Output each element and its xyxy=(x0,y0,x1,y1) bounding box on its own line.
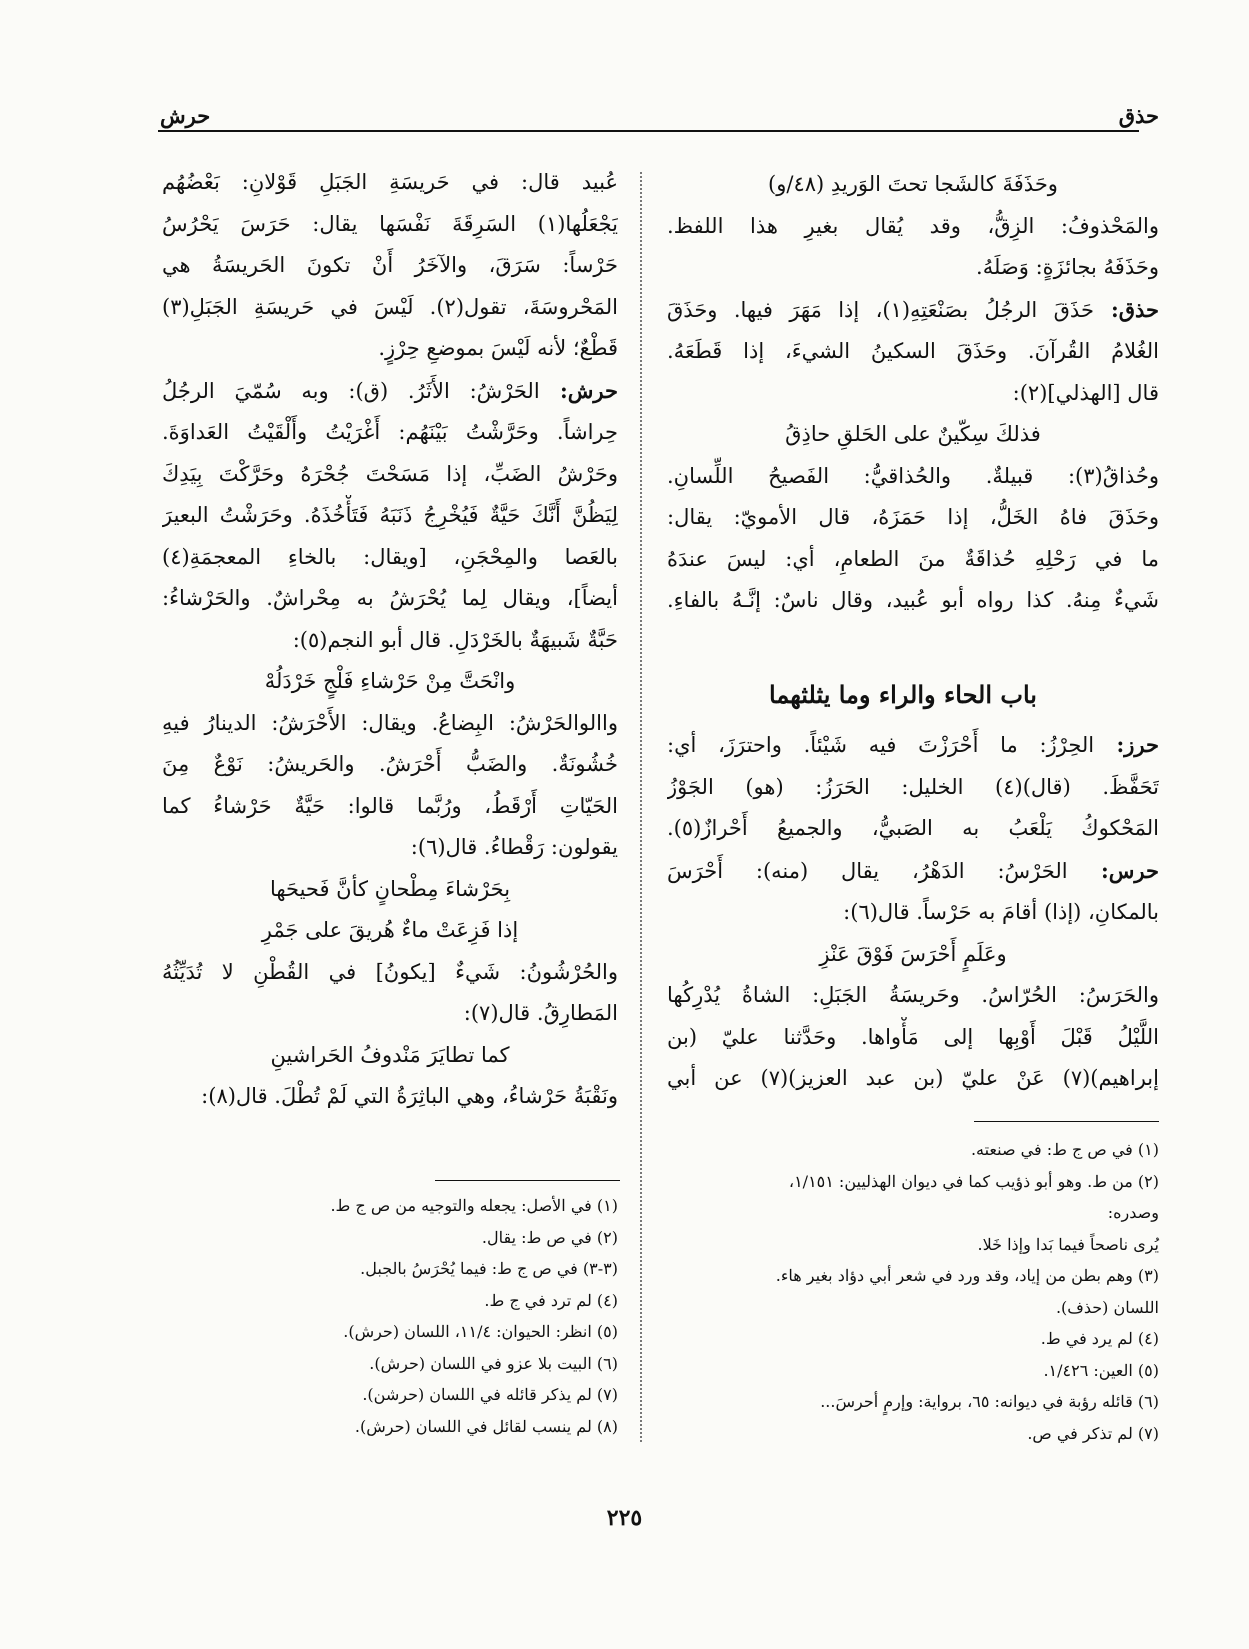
line-text: حِراشاً. وحَرَّشْتُ بَيْنَهُم: أَغْرَيْتُ وأَلْقَيْتُ العَداوَةَ. xyxy=(162,420,618,444)
entry-headword: حرش: xyxy=(539,377,618,403)
footnote: (١) في ص ج ط: في صنعته. xyxy=(970,1140,1159,1159)
page-number: ٢٢٥ xyxy=(606,1505,643,1531)
line-text: أيضاً]، ويقال لِما يُحْرَشُ به مِحْراشٌ. والحَرْشاءُ: xyxy=(162,586,618,610)
line-text: الغُلامُ القُرآنَ. وحَذَقَ السكينُ الشيءَ، إذا قَطَعَهُ. xyxy=(667,339,1159,363)
line-text: والحُرْشُونُ: شَيءٌ [يكونُ] في القُطْنِ لا تُدَيِّثُهُ xyxy=(162,959,618,984)
right-line xyxy=(667,497,1159,539)
footnotes-left xyxy=(162,1190,618,1442)
footnote: (٨) لم ينسب لقائل في اللسان (حرش). xyxy=(354,1416,618,1436)
line-text: بِحَرْشاءَ مِطْحانٍ كأنَّ فَحيحَها xyxy=(269,876,511,901)
line-text: قال [الهذلي](٢): xyxy=(1012,380,1159,405)
footnote: (١) في الأصل: يجعله والتوجيه من ص ج ط. xyxy=(330,1196,618,1215)
line-text: والمَحْذوفُ: الزِقُّ، وقد يُقال بغيرِ هذا اللفظ. xyxy=(667,213,1159,238)
line-text: وحَذَفَةَ كالشَجا تحتَ الوَريدِ (٤٨/و) xyxy=(768,172,1058,196)
line-text: الحَيّاتِ أَرْقَطُ، ورُبَّما قالوا: حَيَّةٌ حَرْشاءُ كما xyxy=(162,793,618,818)
line-text: المَحْكوكُ يَلْعَبُ به الصَبيُّ، والجميعُ أَحْرازٌ(٥). xyxy=(667,816,1159,840)
footnotes-right xyxy=(667,1134,1159,1449)
line-text: عُبيد قال: في حَريسَةِ الجَبَلِ قَوْلانِ: بَعْضُهُم xyxy=(162,170,618,194)
line-text: وحَرْشُ الضَبِّ، إذا مَسَحْتَ جُحْرَهُ وحَرَّكْتَ بِيَدِكَ xyxy=(162,461,618,486)
right-line xyxy=(667,767,1159,809)
left-line xyxy=(162,620,618,662)
left-line xyxy=(162,993,618,1035)
line-text: الحِرْزُ: ما أَحْرَزْتَ فيه شَيْئاً. واحترَزَ، أي: xyxy=(667,733,1095,757)
footnote: (٢) من ط. وهو أبو ذؤيب كما في ديوان الهذليين: ١/١٥١، xyxy=(788,1171,1159,1191)
line-text: يقولون: رَقْطاءُ. قال(٦): xyxy=(410,835,618,859)
left-line xyxy=(162,370,618,413)
running-head-left: حرش xyxy=(160,103,211,128)
line-text: بالمكانِ، (إذا) أقامَ به حَرْساً. قال(٦): xyxy=(843,900,1159,924)
line-text: اللَّيْلُ قَبْلَ أَوْبِها إلى مَأْواها. وحَدَّثنا عليّ (بن xyxy=(667,1024,1159,1049)
left-line xyxy=(162,454,618,496)
right-line xyxy=(667,1017,1159,1059)
left-line xyxy=(162,703,618,745)
right-line xyxy=(667,934,1159,976)
right-line xyxy=(667,724,1159,767)
line-text: حَرْساً: سَرَقَ، والآخَرُ أَنْ تكونَ الحَريسَةُ هي xyxy=(162,253,618,277)
left-line xyxy=(162,744,618,786)
right-line xyxy=(667,414,1159,456)
line-text: المَطارِقُ. قال(٧): xyxy=(463,1001,618,1025)
line-text: حَبَّةٌ شَبيهَةٌ بالخَرْدَلِ. قال أبو النجم(٥): xyxy=(292,627,618,652)
header-rule xyxy=(158,130,1139,132)
footnote: يُرى ناصحاً فيما بَدا وإذا خَلا. xyxy=(977,1234,1159,1254)
line-text: كما تطايَرَ مَنْدوفُ الحَراشينِ xyxy=(270,1042,510,1067)
line-text: بالعَصا والمِحْجَنِ، [ويقال: بالخاءِ المعجمَةِ(٤) xyxy=(162,544,618,569)
left-line xyxy=(162,495,618,537)
line-text: وحَذَفَهُ بجائزَةٍ: وَصَلَهُ. xyxy=(976,255,1159,279)
line-text: وحَذَقَ فاهُ الخَلُّ، إذا حَمَزَهُ، قال الأمويّ: يقال: xyxy=(667,505,1159,529)
footnote: اللسان (حذف). xyxy=(1055,1297,1159,1317)
right-line xyxy=(667,373,1159,415)
column-divider xyxy=(640,172,642,1442)
footnote-rule-right xyxy=(974,1121,1159,1122)
left-line xyxy=(162,786,618,828)
footnote: (٧) لم تذكر في ص. xyxy=(1027,1423,1159,1443)
line-text: قَطْعٌ؛ لأنه لَيْسَ بموضعِ حِرْزٍ. xyxy=(378,336,618,360)
footnote: (٥) العين: ١/٤٢٦. xyxy=(1043,1360,1159,1380)
right-line xyxy=(667,808,1159,850)
right-line xyxy=(667,456,1159,498)
footnote: (٢) في ص ط: يقال. xyxy=(481,1227,618,1247)
footnote-rule-left xyxy=(435,1180,620,1181)
footnote: (٧) لم يذكر قائله في اللسان (حرشن). xyxy=(362,1385,618,1404)
left-line xyxy=(162,204,618,246)
line-text: خُشُونَةٌ. والضَبُّ أَحْرَشُ. والحَريشُ: نَوْعٌ مِنَ xyxy=(162,752,618,776)
left-column xyxy=(162,162,618,1118)
line-text: واالوالحَرْشُ: البِضاعُ. ويقال: الأَحْرَشُ: الدينارُ فيهِ xyxy=(162,710,618,735)
line-text: ونَقْبَةُ حَرْشاءُ، وهي الباثِرَةُ التي لَمْ تُطْلَ. قال(٨): xyxy=(201,1084,618,1108)
left-line xyxy=(162,578,618,620)
right-line xyxy=(667,206,1159,248)
line-text: الحَرْسُ: الدَهْرُ، يقال (منه): أَحْرَسَ xyxy=(667,858,1068,883)
footnote: (٤) لم يرد في ط. xyxy=(1040,1329,1159,1348)
line-text: وانْحَتَّ مِنْ حَرْشاءِ فَلْجٍ خَرْدَلُهْ xyxy=(264,669,516,693)
footnote: (٦) قائله رؤبة في ديوانه: ٦٥، برواية: وإرمٍ أحرسَ... xyxy=(820,1392,1159,1411)
line-text: ما في رَحْلِهِ حُذاقَةٌ منَ الطعامِ، أي: ليسَ عندَهُ xyxy=(667,546,1159,571)
right-line xyxy=(667,850,1159,893)
left-line xyxy=(162,537,618,579)
footnote: (٣) وهم بطن من إياد، وقد ورد في شعر أبي دؤاد بغير هاء. xyxy=(775,1266,1159,1285)
line-text: إذا فَزِعَتْ ماءٌ هُريقَ على جَمْرِ xyxy=(261,918,519,942)
line-text: يَجْعَلُها(١) السَرِقَةَ نَفْسَها يقال: حَرَسَ يَحْرُسُ xyxy=(162,211,618,236)
footnote: (٦) البيت بلا عزو في اللسان (حرش). xyxy=(369,1353,618,1373)
left-line xyxy=(162,1076,618,1118)
right-line xyxy=(667,580,1159,622)
left-line xyxy=(162,1035,618,1077)
running-head-right: حذق xyxy=(1118,103,1159,128)
right-line xyxy=(667,247,1159,289)
right-column-top xyxy=(667,164,1159,622)
right-line xyxy=(667,539,1159,581)
footnote: (٥) انظر: الحيوان: ١١/٤، اللسان (حرش). xyxy=(343,1322,618,1341)
footnote: (٣-٣) في ص ج ط: فيما يُحْرَسُ بالجبل. xyxy=(360,1259,618,1278)
left-line xyxy=(162,869,618,911)
right-line xyxy=(667,1058,1159,1100)
right-line xyxy=(667,331,1159,373)
footnote: وصدره: xyxy=(1107,1203,1159,1222)
left-line xyxy=(162,827,618,869)
line-text: لِيَظُنَّ أَنَّكَ حَيَّةٌ فَيُخْرِجُ ذَنَبَهُ فَتَأْخُذَهُ. وحَرَشْتُ البعيرَ xyxy=(162,503,618,527)
left-line xyxy=(162,162,618,204)
entry-headword: حذق: xyxy=(1093,296,1159,322)
line-text: المَحْروسَةَ، تقول(٢). لَيْسَ في حَريسَةِ الجَبَلِ(٣) xyxy=(162,294,618,319)
line-text: شَيءٌ مِنهُ. كذا رواه أبو عُبيد، وقال ناسٌ: إنَّـهُ بالفاءِ. xyxy=(667,588,1159,612)
right-line xyxy=(667,892,1159,934)
left-line xyxy=(162,245,618,287)
footnote: (٤) لم ترد في ج ط. xyxy=(484,1290,618,1310)
left-line xyxy=(162,287,618,329)
line-text: وعَلَمٍ أَحْرَسَ فَوْقَ عَنْزِ xyxy=(819,941,1007,966)
left-line xyxy=(162,952,618,994)
line-text: فذلكَ سِكّينٌ على الحَلقِ حاذِقُ xyxy=(785,422,1041,446)
right-line xyxy=(667,289,1159,332)
right-line xyxy=(667,975,1159,1017)
section-title: باب الحاء والراء وما يثلثهما xyxy=(769,680,1037,709)
line-text: حَذَقَ الرجُلُ بصَنْعَتِهِ(١)، إذا مَهَرَ فيها. وحَذَقَ xyxy=(667,297,1094,322)
entry-headword: حرز: xyxy=(1094,732,1159,757)
left-line xyxy=(162,910,618,952)
left-line xyxy=(162,661,618,703)
entry-headword: حرس: xyxy=(1067,857,1159,883)
left-line xyxy=(162,328,618,370)
right-column-bottom xyxy=(667,724,1159,1100)
line-text: تَحَفَّظَ. (قال)(٤) الخليل: الحَرَزُ: (هو) الجَوْزُ xyxy=(667,774,1159,799)
line-text: إبراهيم)(٧) عَنْ عليّ (بن عبد العزيز)(٧) عن أبي xyxy=(667,1066,1159,1090)
left-line xyxy=(162,412,618,454)
line-text: والحَرَسُ: الحُرّاسُ. وحَريسَةُ الجَبَلِ: الشاةُ يُدْرِكُها xyxy=(667,983,1159,1007)
line-text: الحَرْشُ: الأَثَرُ. (ق): وبه سُمّيَ الرجُلُ xyxy=(162,378,540,403)
line-text: وحُذاقُ(٣): قبيلةٌ. والحُذاقيُّ: الفَصيحُ اللِّسانِ. xyxy=(667,463,1159,488)
right-line xyxy=(667,164,1159,206)
